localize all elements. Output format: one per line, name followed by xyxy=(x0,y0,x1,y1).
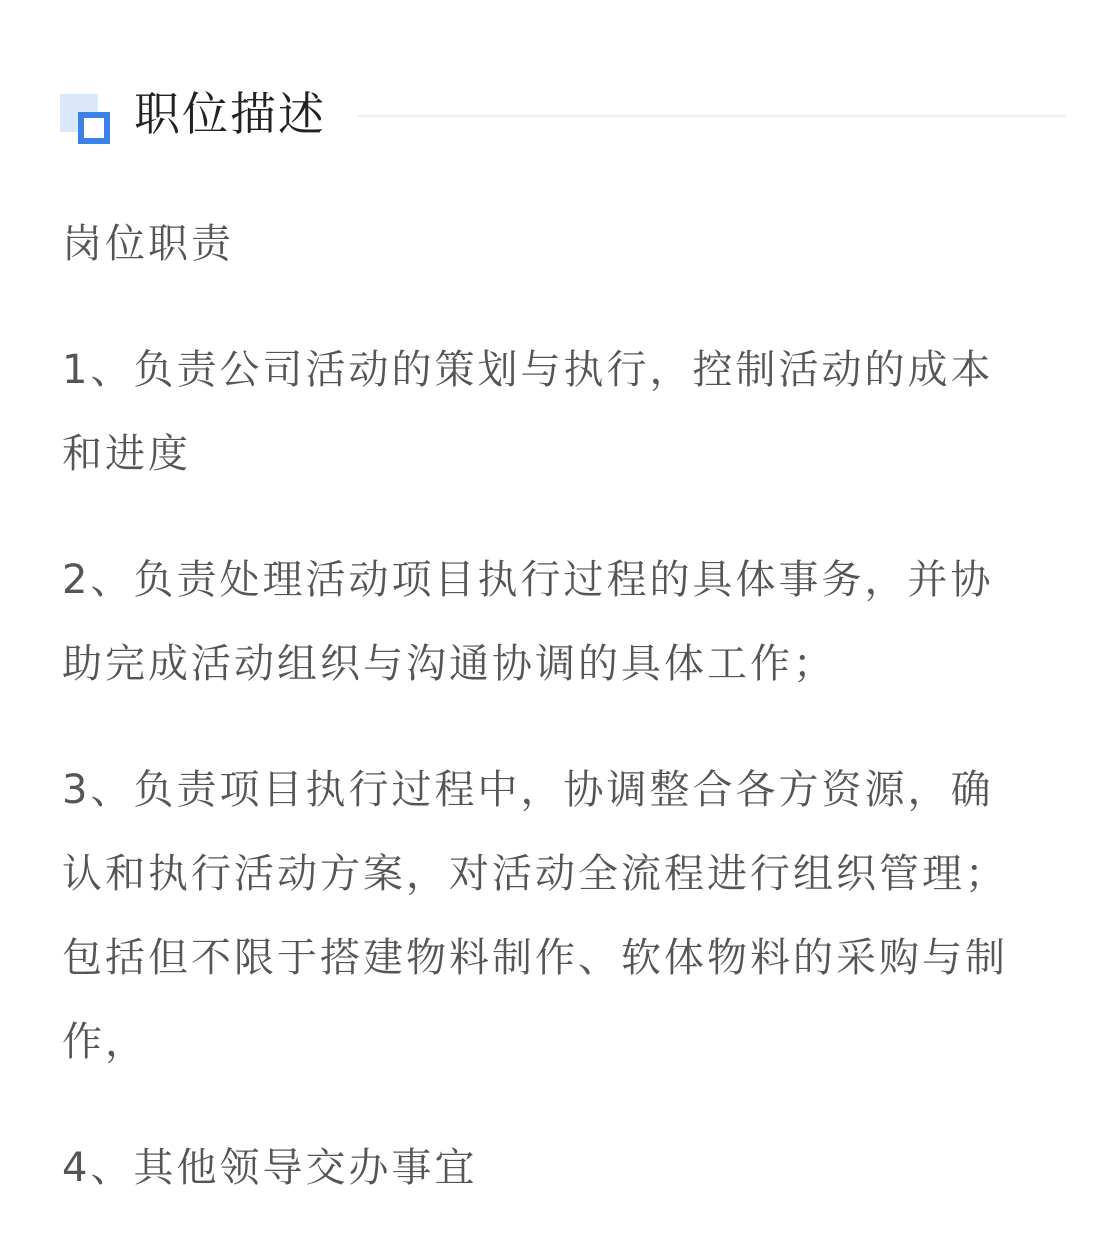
double-square-icon xyxy=(60,94,112,146)
responsibility-item-4: 4、其他领导交办事宜 xyxy=(62,1145,478,1191)
header-divider xyxy=(358,115,1065,117)
job-description-content xyxy=(62,202,1052,1252)
responsibility-item-3: 3、负责项目执行过程中，协调整合各方资源，确 认和执行活动方案，对活动全流程进行组织管理； 包括但不限于搭建物料制作、软体物料的采购与制 作， xyxy=(62,767,1008,1065)
section-title: 职位描述 xyxy=(134,87,326,141)
responsibilities-subtitle: 岗位职责 xyxy=(62,221,234,267)
responsibility-item-2: 2、负责处理活动项目执行过程的具体事务，并协 助完成活动组织与沟通协调的具体工作； xyxy=(62,557,994,687)
section-header xyxy=(60,82,1065,146)
responsibility-item-1: 1、负责公司活动的策划与执行，控制活动的成本 和进度 xyxy=(62,347,994,477)
